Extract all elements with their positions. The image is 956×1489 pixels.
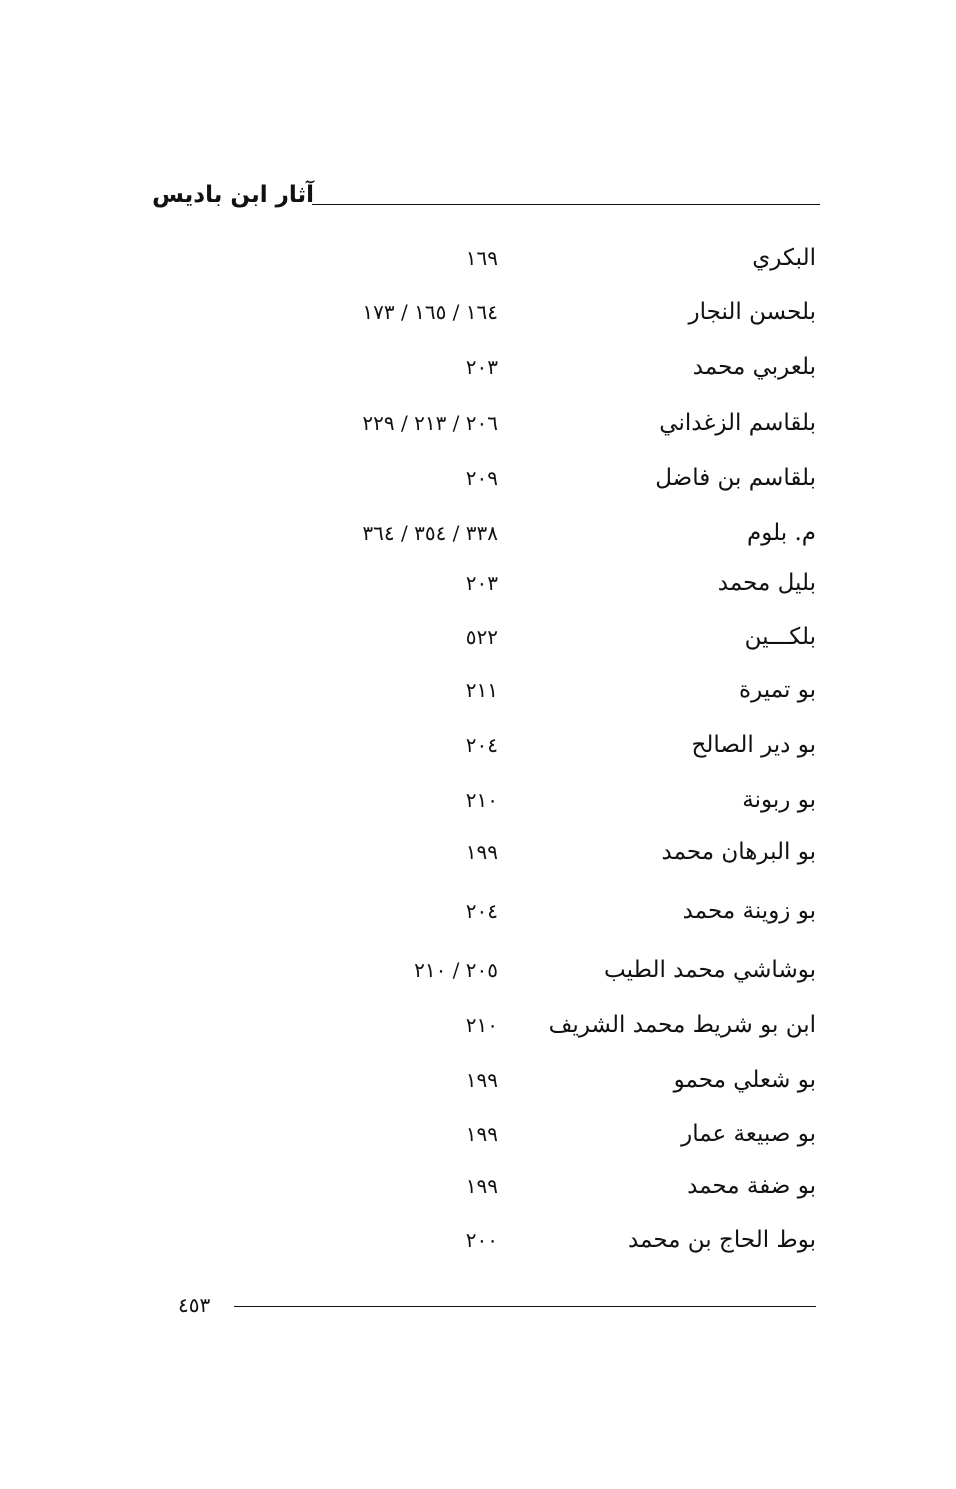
index-entry <box>0 1114 956 1154</box>
page-number: ٤٥٣ <box>178 1293 211 1317</box>
entry-pages: ٢١٠ <box>465 788 498 812</box>
entry-pages: ١٩٩ <box>465 1122 498 1146</box>
entry-pages: ٢٠٤ <box>465 733 498 757</box>
entry-name: البكري <box>752 245 816 271</box>
index-entry <box>0 1166 956 1206</box>
entry-name: بلقاسم الزغداني <box>659 410 816 436</box>
entry-name: بوشاشي محمد الطيب <box>604 957 816 983</box>
index-entry <box>0 832 956 872</box>
header-rule <box>312 204 820 205</box>
entry-name: بو تميرة <box>739 677 816 703</box>
entry-name: بو البرهان محمد <box>661 839 816 865</box>
entry-pages: ٢٠٩ <box>465 466 498 490</box>
page-footer <box>178 1290 816 1320</box>
entry-pages: ١٩٩ <box>465 1174 498 1198</box>
index-entry <box>0 617 956 657</box>
entry-name: بو شعلي محمو <box>673 1067 816 1093</box>
running-header <box>152 180 820 210</box>
index-entry <box>0 1220 956 1260</box>
entry-pages: ٢٠٣ <box>465 355 498 379</box>
index-entry <box>0 1005 956 1045</box>
index-entry <box>0 670 956 710</box>
entry-pages: ١٦٤ / ١٦٥ / ١٧٣ <box>362 300 498 324</box>
entry-name: بو ربونة <box>742 787 816 813</box>
entry-pages: ٣٣٨ / ٣٥٤ / ٣٦٤ <box>362 521 498 545</box>
entry-name: بو دير الصالح <box>691 732 816 758</box>
index-entry <box>0 780 956 820</box>
entry-pages: ٢١٠ <box>465 1013 498 1037</box>
index-entry <box>0 1060 956 1100</box>
index-entry <box>0 725 956 765</box>
entry-pages: ٥٢٢ <box>465 625 498 649</box>
entry-name: ابن بو شريط محمد الشريف <box>548 1012 816 1038</box>
index-entry <box>0 347 956 387</box>
entry-pages: ٢٠٠ <box>465 1228 498 1252</box>
index-entry <box>0 458 956 498</box>
entry-name: بليل محمد <box>717 570 816 596</box>
index-entry <box>0 891 956 931</box>
index-entry <box>0 513 956 553</box>
entry-pages: ١٩٩ <box>465 840 498 864</box>
entry-name: بلحسن النجار <box>688 299 816 325</box>
entry-pages: ٢٠٥ / ٢١٠ <box>414 958 498 982</box>
index-entry <box>0 403 956 443</box>
entry-pages: ١٩٩ <box>465 1068 498 1092</box>
index-entry <box>0 950 956 990</box>
entry-pages: ٢٠٣ <box>465 571 498 595</box>
entry-name: بو زوينة محمد <box>682 898 816 924</box>
entry-pages: ٢١١ <box>465 678 498 702</box>
entry-name: بو صبيعة عمار <box>681 1121 816 1147</box>
index-entry <box>0 238 956 278</box>
entry-name: بوط الحاج بن محمد <box>627 1227 816 1253</box>
entry-name: بو ضفة محمد <box>687 1173 816 1199</box>
index-entry <box>0 292 956 332</box>
index-entry <box>0 563 956 603</box>
footer-rule <box>234 1306 816 1307</box>
entry-name: بلكـــين <box>744 624 816 650</box>
entry-name: بلعربي محمد <box>692 354 816 380</box>
entry-name: م. بلوم <box>747 520 816 546</box>
entry-pages: ٢٠٦ / ٢١٣ / ٢٢٩ <box>362 411 498 435</box>
entry-pages: ٢٠٤ <box>465 899 498 923</box>
entry-name: بلقاسم بن فاضل <box>655 465 816 491</box>
entry-pages: ١٦٩ <box>465 246 498 270</box>
book-title: آثار ابن باديس <box>152 182 314 208</box>
